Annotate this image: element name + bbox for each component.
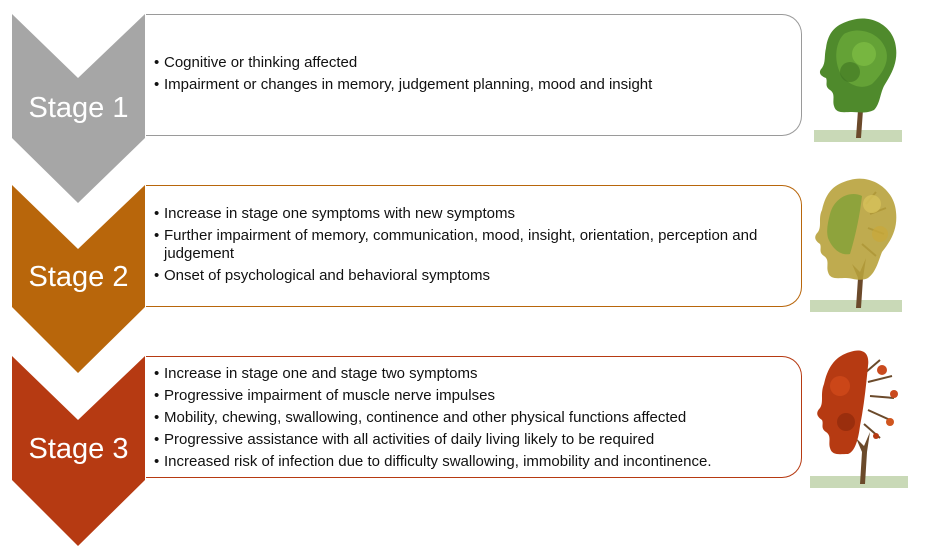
red-leaf-tree-head-icon xyxy=(810,346,908,495)
list-item: • Mobility, chewing, swallowing, continence and other physical functions affected xyxy=(154,409,801,427)
yellowing-tree-head-icon xyxy=(810,174,902,319)
list-item: • Further impairment of memory, communication, mood, insight, orientation, perception and judgement xyxy=(154,227,791,263)
stage-2-bullets xyxy=(154,205,791,285)
stage-1-label: Stage 1 xyxy=(28,92,129,124)
list-item: • Increase in stage one symptoms with new symptoms xyxy=(154,205,791,223)
list-item: • Onset of psychological and behavioral symptoms xyxy=(154,267,791,285)
list-item: • Cognitive or thinking affected xyxy=(154,54,801,72)
stage-1-bullets xyxy=(154,54,801,94)
list-item: • Progressive impairment of muscle nerve impulses xyxy=(154,387,801,405)
list-item: • Increase in stage one and stage two symptoms xyxy=(154,365,801,383)
list-item: • Progressive assistance with all activities of daily living likely to be required xyxy=(154,431,801,449)
list-item: • Impairment or changes in memory, judgement planning, mood and insight xyxy=(154,76,801,94)
stage-2-label: Stage 2 xyxy=(28,261,129,293)
green-tree-head-icon xyxy=(814,14,902,147)
stage-3-bullets xyxy=(154,365,801,471)
stage-3-box xyxy=(146,356,802,478)
list-item: • Increased risk of infection due to difficulty swallowing, immobility and incontinence. xyxy=(154,453,801,471)
stage-2-box xyxy=(146,185,802,307)
stage-1-box xyxy=(146,14,802,136)
stage-3-label: Stage 3 xyxy=(28,433,129,465)
